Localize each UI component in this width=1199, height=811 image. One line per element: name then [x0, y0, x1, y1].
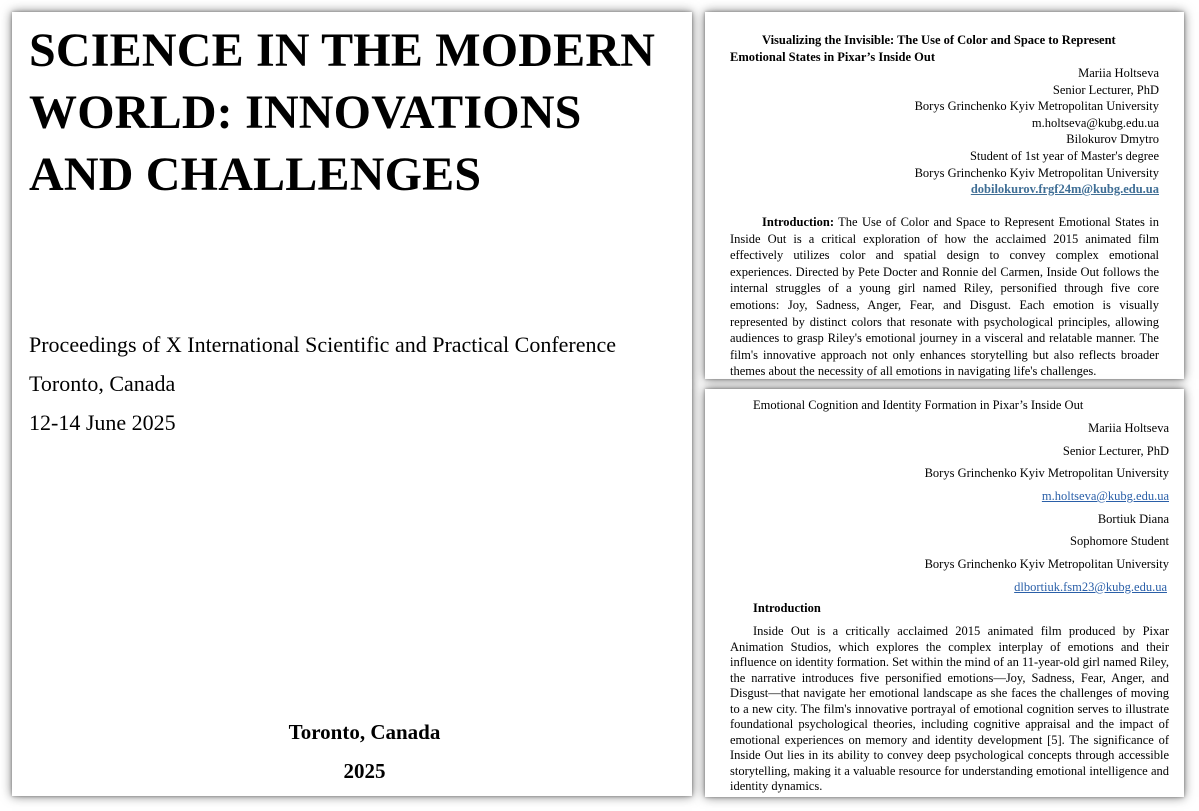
author-university: Borys Grinchenko Kyiv Metropolitan University — [914, 165, 1159, 180]
author-name: Mariia Holtseva — [1078, 66, 1159, 80]
introduction-paragraph: Inside Out is a critically acclaimed 2015 animated film produced by Pixar Animation Studios, which explores the complex interplay of emotions and their influence on identity formation. Set within the mind of an 11-year-old girl named Riley, the narrative introduces five personified emotions—Joy, Sadness, Fear, Anger, and Disgust—that navigate her emotional landscape as she faces the challenges of moving to a new city. The film's innovative portrayal of emotional cognition serves to illustrate foundational psychological theories, including cognitive appraisal and the impact of emotional experiences on memory and identity development [5]. The significance of Inside Out lies in its ability to convey deep psychological concepts through accessible storytelling, making it a valuable resource for understanding emotional intelligence and identity dynamics. — [730, 624, 1169, 793]
conference-info — [29, 330, 616, 447]
cover-title — [29, 20, 691, 206]
intro-label: Introduction: — [762, 215, 835, 229]
author-name: Bilokurov Dmytro — [1066, 132, 1159, 147]
article-page-1 — [705, 12, 1184, 379]
cover-page — [12, 12, 692, 796]
author-email: m.holtseva@kubg.edu.ua — [1031, 115, 1159, 130]
article-title-line: Visualizing the Invisible: The Use of Color and Space to Represent — [762, 33, 1116, 47]
article-title — [730, 32, 1159, 65]
author-university: Borys Grinchenko Kyiv Metropolitan University — [914, 99, 1159, 114]
author-university: Borys Grinchenko Kyiv Metropolitan University — [924, 466, 1169, 481]
author-position: Senior Lecturer, PhD — [1052, 82, 1159, 97]
conference-dates: 12-14 June 2025 — [29, 410, 176, 435]
introduction-paragraph — [730, 214, 1159, 379]
footer-location: Toronto, Canada — [288, 720, 441, 744]
author-position: Student of 1st year of Master's degree — [969, 148, 1159, 163]
cover-title-line: SCIENCE IN THE MODERN — [29, 24, 656, 77]
author-position: Senior Lecturer, PhD — [1062, 443, 1169, 458]
article-title: Emotional Cognition and Identity Formation in Pixar’s Inside Out — [753, 398, 1084, 412]
intro-text: The Use of Color and Space to Represent Emotional States in Inside Out is a critical exploration of how the acclaimed 2015 animated film effectively utilizes color and spatial design to convey complex emotional experiences. Directed by Pete Docter and Ronnie del Carmen, Inside Out follows the internal struggles of a young girl named Riley, personified through five core emotions: Joy, Sadness, Anger, Fear, and Disgust. Each emotion is visually represented by distinct colors that resonate with psychological principles, allowing audiences to grasp Riley's emotional journey in a visceral and relatable manner. The film's innovative approach not only enhances storytelling but also reflects broader themes about the necessity of all emotions in navigating life's challenges. — [730, 215, 1159, 379]
section-heading: Introduction — [753, 601, 821, 615]
author-email-link[interactable]: m.holtseva@kubg.edu.ua — [1041, 489, 1169, 504]
cover-title-line: AND CHALLENGES — [29, 148, 482, 201]
article-page-2 — [705, 389, 1184, 797]
author-block — [719, 65, 1159, 198]
author-email-link[interactable]: dobilokurov.frgf24m@kubg.edu.ua — [970, 182, 1159, 197]
author-position: Sophomore Student — [1070, 534, 1169, 549]
author-name: Bortiuk Diana — [1097, 511, 1169, 526]
author-block — [729, 421, 1169, 603]
footer-year: 2025 — [343, 759, 386, 783]
author-university: Borys Grinchenko Kyiv Metropolitan University — [924, 557, 1169, 572]
author-email-link[interactable]: dlbortiuk.fsm23@kubg.edu.ua — [1014, 579, 1167, 594]
article-title-line: Emotional States in Pixar’s Inside Out — [730, 49, 935, 64]
conference-location: Toronto, Canada — [29, 371, 176, 396]
proceedings-line: Proceedings of X International Scientific and Practical Conference — [29, 332, 617, 357]
cover-title-line: WORLD: INNOVATIONS — [29, 86, 582, 139]
author-name: Mariia Holtseva — [1088, 421, 1169, 435]
